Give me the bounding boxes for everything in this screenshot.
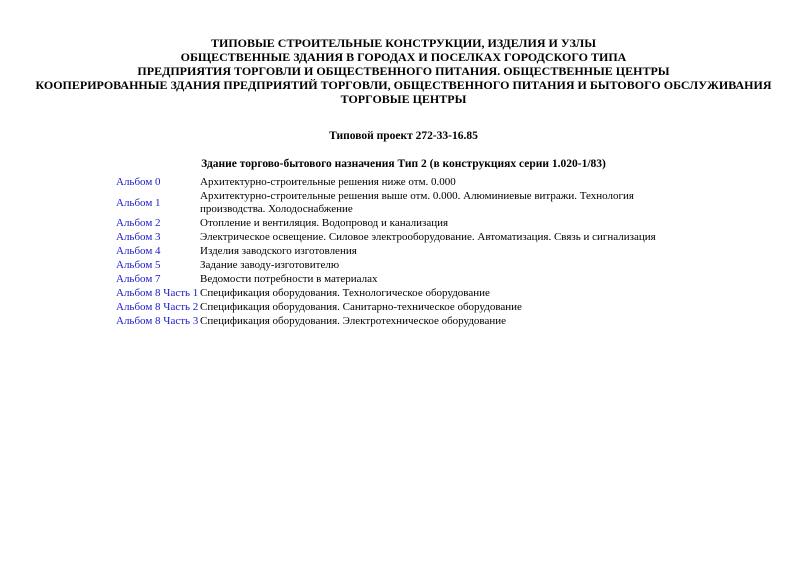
header-line-2: ОБЩЕСТВЕННЫЕ ЗДАНИЯ В ГОРОДАХ И ПОСЕЛКАХ ГОРОДСКОГО ТИПА (180, 50, 627, 64)
table-row (116, 176, 680, 190)
table-row (116, 301, 680, 315)
album-3-link[interactable]: Альбом 3 (116, 231, 161, 243)
albums-table (116, 176, 680, 329)
header-line-3: ПРЕДПРИЯТИЯ ТОРГОВЛИ И ОБЩЕСТВЕННОГО ПИТАНИЯ. ОБЩЕСТВЕННЫЕ ЦЕНТРЫ (137, 64, 670, 78)
album-8-part-2-link[interactable]: Альбом 8 Часть 2 (116, 301, 199, 313)
header-line-5: ТОРГОВЫЕ ЦЕНТРЫ (340, 92, 467, 106)
album-7-description: Ведомости потребности в материалах (200, 273, 378, 285)
album-8-part-3-description: Спецификация оборудования. Электротехническое оборудование (200, 315, 507, 327)
album-4-link[interactable]: Альбом 4 (116, 245, 161, 257)
table-row (116, 315, 680, 329)
album-7-link[interactable]: Альбом 7 (116, 273, 161, 285)
album-1-link[interactable]: Альбом 1 (116, 196, 161, 209)
table-row (116, 217, 680, 231)
album-8-part-1-description: Спецификация оборудования. Технологическое оборудование (200, 287, 490, 299)
project-title: Типовой проект 272-33-16.85 (329, 130, 478, 142)
album-5-link[interactable]: Альбом 5 (116, 259, 161, 271)
table-row (116, 190, 680, 217)
album-4-description: Изделия заводского изготовления (200, 245, 357, 257)
document-header (0, 36, 807, 106)
table-row (116, 287, 680, 301)
table-row (116, 259, 680, 273)
album-8-part-2-description: Спецификация оборудования. Санитарно-техническое оборудование (200, 301, 522, 313)
album-5-description: Задание заводу-изготовителю (200, 259, 340, 271)
table-row (116, 245, 680, 259)
building-subtitle: Здание торгово-бытового назначения Тип 2 (в конструкциях серии 1.020-1/83) (201, 158, 606, 170)
album-2-description: Отопление и вентиляция. Водопровод и канализация (200, 217, 449, 229)
album-3-description: Электрическое освещение. Силовое электрооборудование. Автоматизация. Связь и сигнализация (200, 231, 656, 243)
album-8-part-3-link[interactable]: Альбом 8 Часть 3 (116, 315, 199, 327)
album-2-link[interactable]: Альбом 2 (116, 217, 161, 229)
album-0-description: Архитектурно-строительные решения ниже отм. 0.000 (200, 176, 456, 188)
album-8-part-1-link[interactable]: Альбом 8 Часть 1 (116, 287, 199, 299)
album-1-description: Архитектурно-строительные решения выше отм. 0.000. Алюминиевые витражи. Технология производства. Холодоснабжение (200, 190, 634, 215)
header-line-4: КООПЕРИРОВАННЫЕ ЗДАНИЯ ПРЕДПРИЯТИЙ ТОРГОВЛИ, ОБЩЕСТВЕННОГО ПИТАНИЯ И БЫТОВОГО ОБСЛУЖИВАНИЯ (35, 78, 772, 92)
table-row (116, 273, 680, 287)
header-line-1: ТИПОВЫЕ СТРОИТЕЛЬНЫЕ КОНСТРУКЦИИ, ИЗДЕЛИЯ И УЗЛЫ (210, 36, 596, 50)
album-0-link[interactable]: Альбом 0 (116, 176, 161, 188)
table-row (116, 231, 680, 245)
